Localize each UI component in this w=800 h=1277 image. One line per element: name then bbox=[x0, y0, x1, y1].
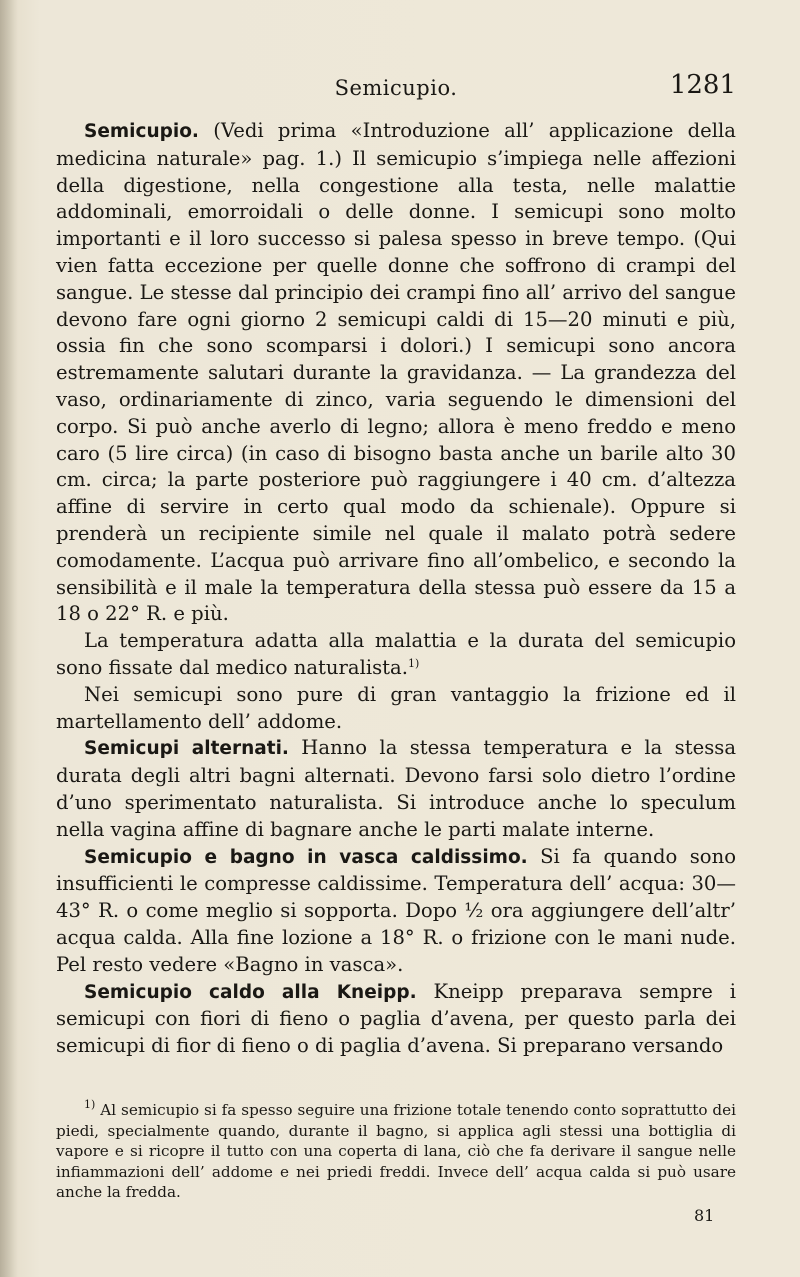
paragraph-frizione bbox=[56, 682, 736, 736]
paragraph-semicupio bbox=[56, 118, 736, 628]
paragraph-text: Nei semicupi sono pure di gran vantaggio la frizione ed il martellamento dell’ addome. bbox=[56, 682, 736, 733]
rubric-kneipp: Semicupio caldo alla Kneipp. bbox=[84, 981, 417, 1003]
rubric-semicupio: Semicupio. bbox=[84, 121, 199, 142]
paragraph-text: (Vedi prima «Introduzione all’ applicazione della medicina naturale» pag. 1.) Il semicupio s’impiega nelle affezioni della digestione, nella congestione alla testa, nelle malattie addominali, emorroidali o delle donne. I semicupi sono molto importanti e il loro successo si palesa spesso in breve tempo. (Qui vien fatta eccezione per quelle donne che soffrono di crampi del sangue. Le stesse dal principio dei crampi fino all’ arrivo del sangue devono fare ogni giorno 2 semicupi caldi di 15—20 minuti e più, ossia fin che sono scomparsi i dolori.) I semicupi sono ancora estremamente salutari durante la gravidanza. — La grandezza del vaso, ordinariamente di zinco, varia seguendo le dimensioni del corpo. Si può anche averlo di legno; allora è meno freddo e meno caro (5 lire circa) (in caso di bisogno basta anche un barile alto 30 cm. circa; la parte posteriore può raggiungere i 40 cm. d’altezza affine di servire in certo qual modo da schienale). Oppure si prenderà un recipiente simile nel quale il malato potrà sedere comodamente. L’acqua può arrivare fino all’ombelico, e secondo la sensibilità e il male la temperatura della stessa può essere da 15 a 18 o 22° R. e più. bbox=[56, 119, 736, 626]
footnote-reference: 1) bbox=[407, 656, 420, 670]
signature-mark: 81 bbox=[694, 1206, 715, 1225]
running-head-title: Semicupio. bbox=[334, 76, 458, 100]
paragraph-text: La temperatura adatta alla malattia e la durata del semicupio sono fissate dal medico naturalista. bbox=[56, 629, 736, 679]
binding-shadow bbox=[0, 0, 18, 1277]
paragraph-text: Hanno la stessa temperatura e la stessa durata degli altri bagni alternati. Devono farsi solo dietro l’ordine d’uno sperimentato naturalista. Si introduce anche lo speculum nella vagina affine di bagnare anche le parti malate interne. bbox=[56, 736, 736, 841]
rubric-semicupi-alternati: Semicupi alternati. bbox=[84, 738, 289, 760]
paragraph-text: Si fa quando sono insufficienti le compresse caldissime. Temperatura dell’ acqua: 30—43° R. o come meglio si sopporta. Dopo ½ ora aggiungere dell’altr’ acqua calda. Alla fine lozione a 18° R. o frizione con le mani nude. Pel resto vedere «Bagno in vasca». bbox=[56, 844, 737, 976]
paragraph-text: Kneipp preparava sempre i semicupi con fiori di fieno o paglia d’avena, per questo parla dei semicupi di fior di fieno o di paglia d’avena. Si preparano versando bbox=[56, 979, 736, 1058]
paragraph-kneipp bbox=[56, 979, 736, 1060]
paragraph-temperatura bbox=[56, 628, 736, 682]
footnote-mark: 1) bbox=[84, 1098, 96, 1111]
paragraph-bagno-caldissimo bbox=[56, 844, 736, 979]
paragraph-semicupi-alternati bbox=[56, 735, 736, 843]
main-text bbox=[56, 118, 736, 1060]
footnotes bbox=[56, 1100, 736, 1203]
footnote-1 bbox=[56, 1100, 736, 1203]
rubric-bagno-caldissimo: Semicupio e bagno in vasca caldissimo. bbox=[84, 846, 528, 868]
running-head bbox=[56, 70, 736, 106]
page-number: 1281 bbox=[669, 70, 736, 100]
footnote-text: Al semicupio si fa spesso seguire una frizione totale tenendo conto soprattutto dei piedi, specialmente quando, durante il bagno, si applica agli stessi una bottiglia di vapore e si ricopre il tutto con una coperta di lana, ciò che fa derivare il sangue nelle infiammazioni dell’ addome e nei priedi freddi. Invece dell’ acqua calda si può usare anche la fredda. bbox=[56, 1101, 736, 1202]
